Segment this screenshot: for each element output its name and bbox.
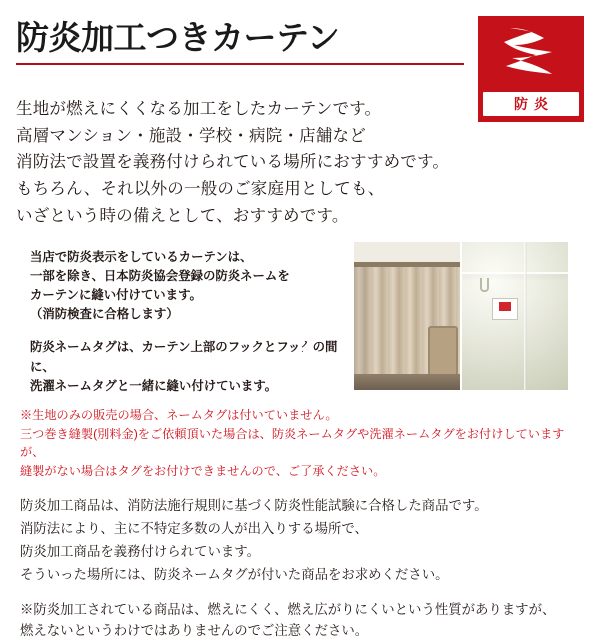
photo-ceiling xyxy=(354,242,460,264)
explanation-line: 一部を除き、日本防炎協会登録の防炎ネームを xyxy=(30,268,290,283)
photo-explanation-block xyxy=(16,242,584,397)
explanation-line: 防炎ネームタグは、カーテン上部のフックとフックの間に、 xyxy=(30,340,338,374)
explanation-line: 洗濯ネームタグと一緒に縫い付けています。 xyxy=(30,378,278,393)
title-underline xyxy=(16,63,464,65)
photo-curtain-rail xyxy=(354,262,460,267)
photo-seam xyxy=(462,272,568,274)
notice-line: ※生地のみの販売の場合、ネームタグは付いていません。 xyxy=(20,408,338,423)
photo-fold xyxy=(524,242,527,390)
photo-group xyxy=(354,242,568,390)
red-notice xyxy=(16,406,584,480)
notice-line: 三つ巻き縫製(別料金)をご依頼頂いた場合は、防炎ネームタグや洗濯ネームタグをお付けしていますが、 xyxy=(20,426,565,460)
lead-line: 高層マンション・施設・学校・病院・店舗など xyxy=(16,126,366,145)
body-line: 防炎加工商品を義務付けられています。 xyxy=(20,544,260,560)
fire-retardant-mark-label: 防炎 xyxy=(483,92,579,116)
explanation-line: 当店で防炎表示をしているカーテンは、 xyxy=(30,249,253,264)
caution-line: ※防炎加工されている商品は、燃えにくく、燃え広がりにくいという性質がありますが、 xyxy=(20,601,556,617)
curtain-room-photo xyxy=(354,242,460,390)
fire-retardant-mark xyxy=(478,16,584,122)
body-text xyxy=(16,494,584,586)
lead-line: 生地が燃えにくくなる加工をしたカーテンです。 xyxy=(16,100,382,118)
page-title: 防炎加工つきカーテン xyxy=(16,19,340,56)
notice-line: 縫製がない場合はタグをお付けできませんので、ご了承ください。 xyxy=(20,463,386,478)
curved-up-arrow-icon xyxy=(288,304,348,400)
photo-name-tag xyxy=(492,298,518,320)
lead-line: 消防法で設置を義務付けられている場所におすすめです。 xyxy=(16,153,450,172)
body-line: そういった場所には、防炎ネームタグが付いた商品をお求めください。 xyxy=(20,567,449,583)
fire-retardant-flame-symbol xyxy=(478,16,584,92)
explanation-line: カーテンに縫い付けています。 xyxy=(30,288,202,303)
caution-line: 燃えないというわけではありませんのでご注意ください。 xyxy=(20,623,369,639)
body-line: 消防法により、主に不特定多数の人が出入りする場所で、 xyxy=(20,521,368,537)
fire-retardant-tag-closeup-photo xyxy=(462,242,568,390)
photo-floor xyxy=(354,374,460,390)
photo-chair xyxy=(428,326,458,378)
lead-line: もちろん、それ以外の一般のご家庭用としても、 xyxy=(16,180,385,199)
photo-explanation-text xyxy=(16,242,354,397)
body-line: 防炎加工商品は、消防法施行規則に基づく防炎性能試験に合格した商品です。 xyxy=(20,498,488,514)
caution-text xyxy=(16,599,584,642)
photo-curtain-hook xyxy=(480,278,489,292)
lead-line: いざという時の備えとして、おすすめです。 xyxy=(16,206,349,225)
explanation-line: （消防検査に合格します） xyxy=(30,307,179,322)
